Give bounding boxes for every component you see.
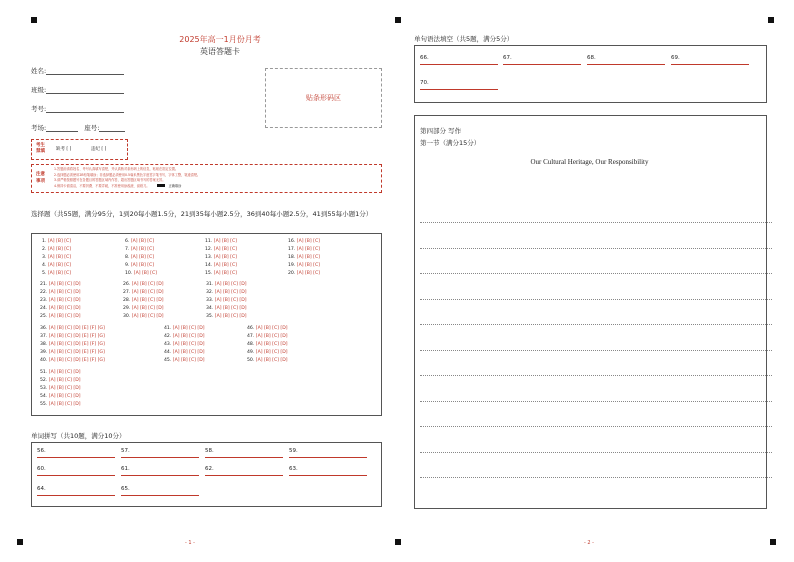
grammar-answer-69-line[interactable] (671, 64, 749, 65)
barcode-area: 贴条形码区 (265, 68, 382, 128)
mc-question-number: 48. (247, 341, 256, 347)
mc-question-39[interactable] (40, 350, 105, 355)
page-number-1: - 1 - (185, 540, 195, 546)
writing-line[interactable] (420, 401, 772, 402)
mc-options[interactable]: [A] [B] [C] [D] (214, 313, 247, 319)
name-line[interactable] (46, 67, 124, 75)
mc-question-20[interactable] (288, 271, 320, 276)
grammar-answer-68-line[interactable] (587, 64, 665, 65)
mc-options[interactable]: [A] [B] [C] [D] (48, 370, 81, 375)
grammar-answer-67-number: 67. (503, 55, 512, 61)
spelling-answer-58-line[interactable] (205, 457, 283, 458)
mc-question-number: 34. (206, 305, 215, 311)
spelling-answer-61-number: 61. (121, 466, 130, 472)
writing-answer-box (414, 115, 767, 509)
mc-question-11[interactable] (205, 239, 237, 244)
mc-question-number: 6. (125, 239, 131, 244)
grammar-answer-box (414, 45, 767, 103)
mc-options[interactable]: [A] [B] [C] [D] (131, 282, 164, 287)
note-line: 3.请严格按照题号在各题目的答题区域内作答，超出答题区域书写的答案无效。 (54, 178, 166, 183)
mc-question-36[interactable] (40, 326, 105, 331)
mc-question-9[interactable] (125, 263, 154, 268)
spelling-answer-57-line[interactable] (121, 457, 199, 458)
mc-options[interactable]: [A] [B] [C] (296, 254, 320, 260)
mc-options[interactable]: [A] [B] [C] (130, 246, 155, 252)
seat-label: 座号: (84, 124, 100, 132)
mc-question-number: 24. (40, 305, 49, 311)
name-field[interactable] (31, 66, 124, 75)
mc-question-5[interactable] (42, 271, 71, 276)
mc-question-number: 38. (40, 341, 49, 347)
mc-options[interactable]: [A] [B] [C] [D] (172, 357, 205, 363)
spelling-answer-63-line[interactable] (289, 475, 367, 476)
mc-options[interactable]: [A] [B] [C] [D] [E] [F] [G] (48, 341, 105, 347)
mc-options[interactable]: [A] [B] [C] [D] (48, 289, 81, 295)
notes-label-b: 事项 (36, 179, 45, 184)
mc-question-number: 10. (125, 270, 134, 276)
corner-mark (395, 17, 401, 23)
mc-question-22[interactable] (40, 290, 81, 295)
correct-fill-label: 正确填涂 (168, 183, 182, 188)
mc-question-number: 52. (40, 377, 49, 383)
mc-question-number: 40. (40, 357, 49, 363)
mc-question-35[interactable] (206, 314, 247, 319)
mc-options[interactable]: [A] [B] [C] [D] (255, 349, 288, 355)
writing-line[interactable] (420, 426, 772, 427)
mc-question-number: 18. (288, 254, 297, 260)
mc-question-number: 50. (247, 357, 256, 363)
mc-question-number: 13. (205, 254, 214, 260)
mc-question-number: 51. (40, 370, 49, 375)
mc-options[interactable]: [A] [B] [C] [D] (172, 333, 205, 339)
mc-question-45[interactable] (164, 358, 205, 363)
mc-question-number: 27. (123, 289, 132, 295)
mc-question-number: 43. (164, 341, 173, 347)
mc-options[interactable]: [A] [B] [C] [D] (214, 282, 247, 287)
mc-options[interactable]: [A] [B] [C] [D] (172, 349, 205, 355)
spelling-answer-61-line[interactable] (121, 475, 199, 476)
spelling-answer-60-number: 60. (37, 466, 46, 472)
mc-question-number: 3. (42, 254, 48, 260)
writing-line[interactable] (420, 452, 772, 453)
mc-question-21[interactable] (40, 282, 81, 287)
seat-line[interactable] (99, 124, 125, 132)
mc-question-19[interactable] (288, 263, 320, 268)
mc-question-13[interactable] (205, 255, 237, 260)
page-number-2: - 2 - (584, 540, 594, 546)
mc-question-41[interactable] (164, 326, 205, 331)
mc-question-number: 41. (164, 326, 173, 331)
mc-question-52[interactable] (40, 378, 81, 383)
corner-mark (395, 539, 401, 545)
mc-question-12[interactable] (205, 247, 237, 252)
mc-options[interactable]: [A] [B] [C] [D] (48, 305, 81, 311)
mc-question-number: 31. (206, 282, 215, 287)
room-label: 考场: (31, 124, 47, 132)
mc-options[interactable]: [A] [B] [C] [D] (131, 297, 164, 303)
mc-options[interactable]: [A] [B] [C] [D] [E] [F] [G] (48, 333, 105, 339)
corner-mark (770, 539, 776, 545)
correct-fill-sample (157, 184, 165, 187)
mc-question-43[interactable] (164, 342, 205, 347)
mc-options[interactable]: [A] [B] [C] [D] [E] [F] [G] (48, 357, 105, 363)
mc-question-number: 47. (247, 333, 256, 339)
mc-question-number: 22. (40, 289, 49, 295)
spelling-answer-65-number: 65. (121, 486, 130, 492)
mc-question-37[interactable] (40, 334, 105, 339)
mc-question-53[interactable] (40, 386, 81, 391)
exam-status-box (31, 139, 128, 160)
mc-options[interactable]: [A] [B] [C] [D] (48, 393, 81, 399)
room-line[interactable] (46, 124, 78, 132)
spelling-answer-56-line[interactable] (37, 457, 115, 458)
notes-label-a: 注意 (36, 172, 45, 177)
spelling-answer-62-number: 62. (205, 466, 214, 472)
mc-options[interactable]: [A] [B] [C] [D] (48, 377, 81, 383)
note-line: 1.答题前请将姓名、考号认真填写清楚，并认真核对条形码上的信息，粘贴在指定位置。 (54, 167, 179, 171)
mc-options[interactable]: [A] [B] [C] [D] (172, 326, 205, 331)
corner-mark (768, 17, 774, 23)
mc-options[interactable]: [A] [B] [C] (213, 246, 237, 252)
mc-question-number: 9. (125, 262, 131, 268)
note-line: 2.选择题必须使用2B铅笔填涂；非选择题必须使用0.5毫米黑色字迹签字笔书写，字体工整，笔迹清楚。 (54, 172, 201, 177)
spelling-answer-59-number: 59. (289, 448, 298, 454)
mc-question-23[interactable] (40, 298, 81, 303)
mc-question-number: 20. (288, 270, 297, 276)
mc-question-number: 25. (40, 313, 49, 319)
spelling-answer-63-number: 63. (289, 466, 298, 472)
mc-options[interactable]: [A] [B] [C] (296, 262, 320, 268)
writing-line[interactable] (420, 477, 772, 478)
mc-question-47[interactable] (247, 334, 288, 339)
mc-options[interactable]: [A] [B] [C] [D] (131, 305, 164, 311)
mc-question-number: 2. (42, 246, 48, 252)
mc-question-number: 1. (42, 239, 48, 244)
mc-question-number: 5. (42, 270, 48, 276)
mc-question-number: 53. (40, 385, 49, 391)
mc-options[interactable]: [A] [B] [C] [D] (48, 282, 81, 287)
mc-question-number: 8. (125, 254, 131, 260)
mc-options[interactable]: [A] [B] [C] (130, 254, 155, 260)
mc-question-24[interactable] (40, 306, 81, 311)
mc-question-number: 44. (164, 349, 173, 355)
spelling-answer-59-line[interactable] (289, 457, 367, 458)
exam-status-label-a: 考生 (36, 143, 45, 148)
mc-question-number: 23. (40, 297, 49, 303)
mc-question-14[interactable] (205, 263, 237, 268)
writing-line[interactable] (420, 350, 772, 351)
mc-question-number: 30. (123, 313, 132, 319)
mc-options[interactable]: [A] [B] [C] [D] (172, 341, 205, 347)
mc-question-number: 45. (164, 357, 173, 363)
mc-question-1[interactable] (42, 239, 71, 244)
mc-options[interactable]: [A] [B] [C] (130, 262, 155, 268)
mc-question-number: 32. (206, 289, 215, 295)
notes-box (31, 164, 382, 193)
mc-options[interactable]: [A] [B] [C] [D] [E] [F] [G] (48, 349, 105, 355)
mc-question-number: 11. (205, 239, 214, 244)
room-seat-field[interactable] (31, 123, 125, 132)
mc-question-55[interactable] (40, 402, 81, 407)
mc-options[interactable]: [A] [B] [C] [D] (214, 297, 247, 303)
writing-line[interactable] (420, 273, 772, 274)
mc-question-number: 55. (40, 401, 49, 407)
spelling-answer-57-number: 57. (121, 448, 130, 454)
mc-question-17[interactable] (288, 247, 320, 252)
writing-line[interactable] (420, 222, 772, 223)
mc-question-51[interactable] (40, 370, 81, 375)
mc-options[interactable]: [A] [B] [C] (47, 254, 72, 260)
grammar-answer-68-number: 68. (587, 55, 596, 61)
exam-number-line[interactable] (46, 105, 124, 113)
mc-question-7[interactable] (125, 247, 154, 252)
mc-question-number: 21. (40, 282, 49, 287)
mc-question-10[interactable] (125, 271, 157, 276)
class-label: 班级: (31, 86, 47, 94)
mc-options[interactable]: [A] [B] [C] (296, 239, 320, 244)
card-subtitle: 英语答题卡 (200, 47, 240, 56)
mc-question-34[interactable] (206, 306, 247, 311)
spelling-answer-65-line[interactable] (121, 495, 199, 496)
mc-options[interactable]: [A] [B] [C] (213, 254, 237, 260)
corner-mark (31, 17, 37, 23)
name-label: 姓名: (31, 67, 47, 75)
grammar-answer-67-line[interactable] (503, 64, 581, 65)
mc-question-27[interactable] (123, 290, 164, 295)
corner-mark (17, 539, 23, 545)
grammar-answer-69-number: 69. (671, 55, 680, 61)
mc-question-49[interactable] (247, 350, 288, 355)
spelling-answer-60-line[interactable] (37, 475, 115, 476)
note-line (54, 184, 200, 190)
mc-options[interactable]: [A] [B] [C] [D] (255, 357, 288, 363)
mc-options[interactable]: [A] [B] [C] [D] (48, 297, 81, 303)
mc-question-44[interactable] (164, 350, 205, 355)
mc-options[interactable]: [A] [B] [C] [D] (131, 289, 164, 295)
exam-status-label-b: 禁填 (36, 149, 45, 154)
exam-number-field[interactable] (31, 104, 124, 113)
mc-options[interactable]: [A] [B] [C] [D] (131, 313, 164, 319)
violation-checkbox[interactable]: 违纪 [ ] (91, 147, 107, 152)
mc-question-38[interactable] (40, 342, 105, 347)
mc-options[interactable]: [A] [B] [C] [D] (214, 305, 247, 311)
mc-options[interactable]: [A] [B] [C] [D] [E] [F] [G] (48, 326, 105, 331)
writing-line[interactable] (420, 248, 772, 249)
mc-options[interactable]: [A] [B] [C] (47, 262, 72, 268)
spelling-answer-56-number: 56. (37, 448, 46, 454)
writing-line[interactable] (420, 299, 772, 300)
mc-question-number: 12. (205, 246, 214, 252)
mc-question-number: 26. (123, 282, 132, 287)
mc-question-number: 4. (42, 262, 48, 268)
writing-line[interactable] (420, 324, 772, 325)
mc-question-16[interactable] (288, 239, 320, 244)
mc-question-number: 54. (40, 393, 49, 399)
spelling-answer-64-number: 64. (37, 486, 46, 492)
grammar-answer-66-number: 66. (420, 55, 429, 61)
mc-question-number: 36. (40, 326, 49, 331)
grammar-answer-66-line[interactable] (420, 64, 498, 65)
mc-question-8[interactable] (125, 255, 154, 260)
mc-options[interactable]: [A] [B] [C] [D] (255, 333, 288, 339)
mc-question-15[interactable] (205, 271, 237, 276)
mc-question-number: 37. (40, 333, 49, 339)
mc-question-4[interactable] (42, 263, 71, 268)
essay-title: Our Cultural Heritage, Our Responsibility (530, 158, 649, 166)
mc-question-number: 35. (206, 313, 215, 319)
mc-question-42[interactable] (164, 334, 205, 339)
grammar-section-title: 单句语法填空（共5题，满分5分） (414, 35, 514, 43)
mc-options[interactable]: [A] [B] [C] [D] (255, 341, 288, 347)
mc-question-25[interactable] (40, 314, 81, 319)
mc-question-40[interactable] (40, 358, 105, 363)
note-text: 4.保持卡面清洁，不要折叠、不要弄破，不准使用涂改液、刮纸刀。 (54, 183, 150, 188)
mc-options[interactable]: [A] [B] [C] (296, 270, 320, 276)
mc-question-number: 49. (247, 349, 256, 355)
absent-checkbox[interactable]: 缺考 [ ] (56, 147, 72, 152)
mc-question-number: 28. (123, 297, 132, 303)
mc-question-number: 15. (205, 270, 214, 276)
grammar-answer-70-line[interactable] (420, 89, 498, 90)
mc-options[interactable]: [A] [B] [C] [D] (48, 401, 81, 407)
mc-question-number: 14. (205, 262, 214, 268)
mc-question-number: 7. (125, 246, 131, 252)
exam-title: 2025年高一1月份月考 (179, 35, 261, 44)
mc-section-title: 选择题（共55题，满分95分，1到20每小题1.5分，21到35每小题2.5分，36到40每小题2.5分，41到55每小题1分） (31, 210, 373, 218)
mc-question-54[interactable] (40, 394, 81, 399)
mc-question-2[interactable] (42, 247, 71, 252)
exam-number-label: 考号: (31, 105, 47, 113)
spelling-answer-64-line[interactable] (37, 495, 115, 496)
spelling-answer-62-line[interactable] (205, 475, 283, 476)
mc-question-number: 29. (123, 305, 132, 311)
mc-options[interactable]: [A] [B] [C] (133, 270, 157, 276)
writing-line[interactable] (420, 375, 772, 376)
mc-question-number: 17. (288, 246, 297, 252)
writing-section-title: 第一节（满分15分） (420, 139, 481, 147)
mc-options[interactable]: [A] [B] [C] (213, 262, 237, 268)
mc-options[interactable]: [A] [B] [C] (296, 246, 320, 252)
class-line[interactable] (46, 86, 124, 94)
mc-question-18[interactable] (288, 255, 320, 260)
mc-options[interactable]: [A] [B] [C] (47, 246, 72, 252)
mc-question-28[interactable] (123, 298, 164, 303)
mc-options[interactable]: [A] [B] [C] [D] (255, 326, 288, 331)
mc-options[interactable]: [A] [B] [C] [D] (214, 289, 247, 295)
mc-question-3[interactable] (42, 255, 71, 260)
mc-question-number: 16. (288, 239, 297, 244)
mc-question-31[interactable] (206, 282, 247, 287)
mc-question-26[interactable] (123, 282, 164, 287)
grammar-answer-70-number: 70. (420, 80, 429, 86)
mc-question-30[interactable] (123, 314, 164, 319)
mc-question-48[interactable] (247, 342, 288, 347)
mc-options[interactable]: [A] [B] [C] (47, 239, 72, 244)
mc-options[interactable]: [A] [B] [C] [D] (48, 385, 81, 391)
spelling-section-title: 单词拼写（共10题，满分10分） (31, 432, 126, 440)
mc-options[interactable]: [A] [B] [C] (213, 270, 237, 276)
mc-options[interactable]: [A] [B] [C] (130, 239, 155, 244)
mc-question-number: 42. (164, 333, 173, 339)
mc-options[interactable]: [A] [B] [C] (47, 270, 72, 276)
spelling-answer-58-number: 58. (205, 448, 214, 454)
mc-question-number: 33. (206, 297, 215, 303)
mc-question-46[interactable] (247, 326, 288, 331)
mc-question-number: 46. (247, 326, 256, 331)
mc-question-number: 39. (40, 349, 49, 355)
mc-question-6[interactable] (125, 239, 154, 244)
mc-options[interactable]: [A] [B] [C] [D] (48, 313, 81, 319)
mc-answer-box (31, 233, 382, 416)
mc-options[interactable]: [A] [B] [C] (213, 239, 237, 244)
mc-question-50[interactable] (247, 358, 288, 363)
writing-part-title: 第四部分 写作 (420, 127, 462, 135)
class-field[interactable] (31, 85, 124, 94)
mc-question-number: 19. (288, 262, 297, 268)
mc-question-29[interactable] (123, 306, 164, 311)
mc-question-32[interactable] (206, 290, 247, 295)
mc-question-33[interactable] (206, 298, 247, 303)
